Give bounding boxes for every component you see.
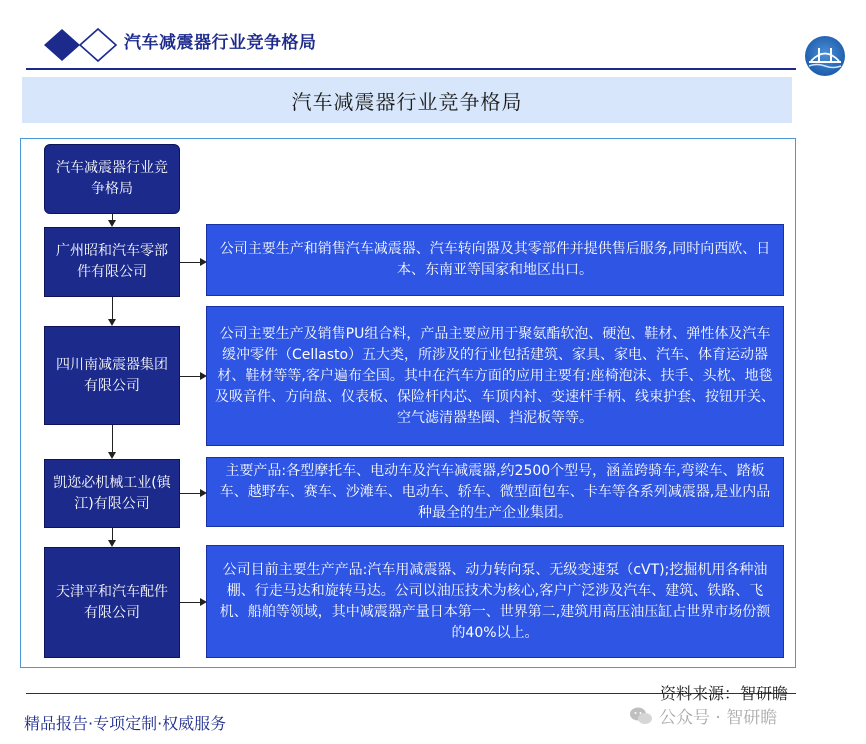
- connector-line: [180, 493, 202, 494]
- arrow-right-icon: [200, 372, 207, 380]
- connector-line: [112, 528, 113, 540]
- company-name: 凯迩必机械工业(镇江)有限公司: [53, 474, 171, 512]
- company-description-2: [206, 306, 784, 446]
- title-banner: [22, 77, 792, 123]
- watermark-text: 公众号 · 智研瞻: [659, 708, 778, 728]
- root-node: [44, 144, 180, 214]
- banner-title: 汽车减震器行业竞争格局: [291, 89, 523, 114]
- arrow-right-icon: [200, 258, 207, 266]
- description-text: 公司主要生产和销售汽车减震器、汽车转向器及其零部件并提供售后服务,同时向西欧、日本、东南亚等国家和地区出口。: [219, 241, 771, 278]
- double-diamond-logo-icon: [42, 26, 122, 64]
- connector-line: [180, 262, 202, 263]
- arrow-right-icon: [200, 489, 207, 497]
- header-title: 汽车减震器行业竞争格局: [124, 33, 317, 53]
- company-name: 天津平和汽车配件有限公司: [56, 583, 168, 621]
- description-text: 公司目前主要生产产品:汽车用减震器、动力转向泵、无级变速泵（cVT);挖掘机用各种油棚、行走马达和旋转马达。公司以油压技术为核心,客户广泛涉及汽车、建筑、铁路、飞机、船舶等领域，其中减震器产量日本第一、世界第二,建筑用高压油压缸占世界市场份额的40%以上。: [219, 561, 771, 641]
- arrow-down-icon: [108, 452, 116, 459]
- company-node-4: [44, 547, 180, 658]
- company-node-3: [44, 459, 180, 528]
- company-name: 广州昭和汽车零部件有限公司: [56, 243, 168, 280]
- root-node-label: 汽车减震器行业竞争格局: [56, 160, 168, 197]
- arrow-down-icon: [108, 220, 116, 227]
- connector-line: [112, 297, 113, 319]
- company-name: 四川南减震器集团有限公司: [56, 356, 168, 394]
- description-text: 公司主要生产及销售PU组合料，产品主要应用于聚氨酯软泡、硬泡、鞋材、弹性体及汽车缓冲零件（Cellasto）五大类，所涉及的行业包括建筑、家具、家电、汽车、体育运动器材、鞋材等等,客户遍布全国。其中在汽车方面的应用主要有:座椅泡沫、扶手、头枕、地毯及吸音件、方向盘、仪表板、保险杆内芯、车顶内衬、变速杆手柄、线束护套、按钮开关、空气滤清器垫圈、挡泥板等等。: [215, 325, 775, 426]
- arrow-down-icon: [108, 540, 116, 547]
- company-node-2: [44, 326, 180, 425]
- source-note: 资料来源：智研瞻: [660, 684, 789, 703]
- footer-slogan: 精品报告·专项定制·权威服务: [24, 714, 227, 733]
- header-divider: [26, 68, 796, 70]
- connector-line: [180, 602, 202, 603]
- wechat-icon: [629, 706, 653, 726]
- arrow-right-icon: [200, 598, 207, 606]
- company-node-1: [44, 227, 180, 297]
- bridge-logo-icon: [805, 36, 845, 76]
- company-description-3: [206, 457, 784, 527]
- company-description-1: [206, 224, 784, 296]
- arrow-down-icon: [108, 319, 116, 326]
- connector-line: [180, 376, 202, 377]
- company-description-4: [206, 545, 784, 658]
- description-text: 主要产品:各型摩托车、电动车及汽车减震器,约2500个型号，涵盖跨骑车,弯梁车、踏板车、越野车、赛车、沙滩车、电动车、轿车、微型面包车、卡车等各系列减震器,是业内品种最全的生产企业集团。: [219, 462, 771, 521]
- watermark: [629, 703, 777, 728]
- connector-line: [112, 425, 113, 452]
